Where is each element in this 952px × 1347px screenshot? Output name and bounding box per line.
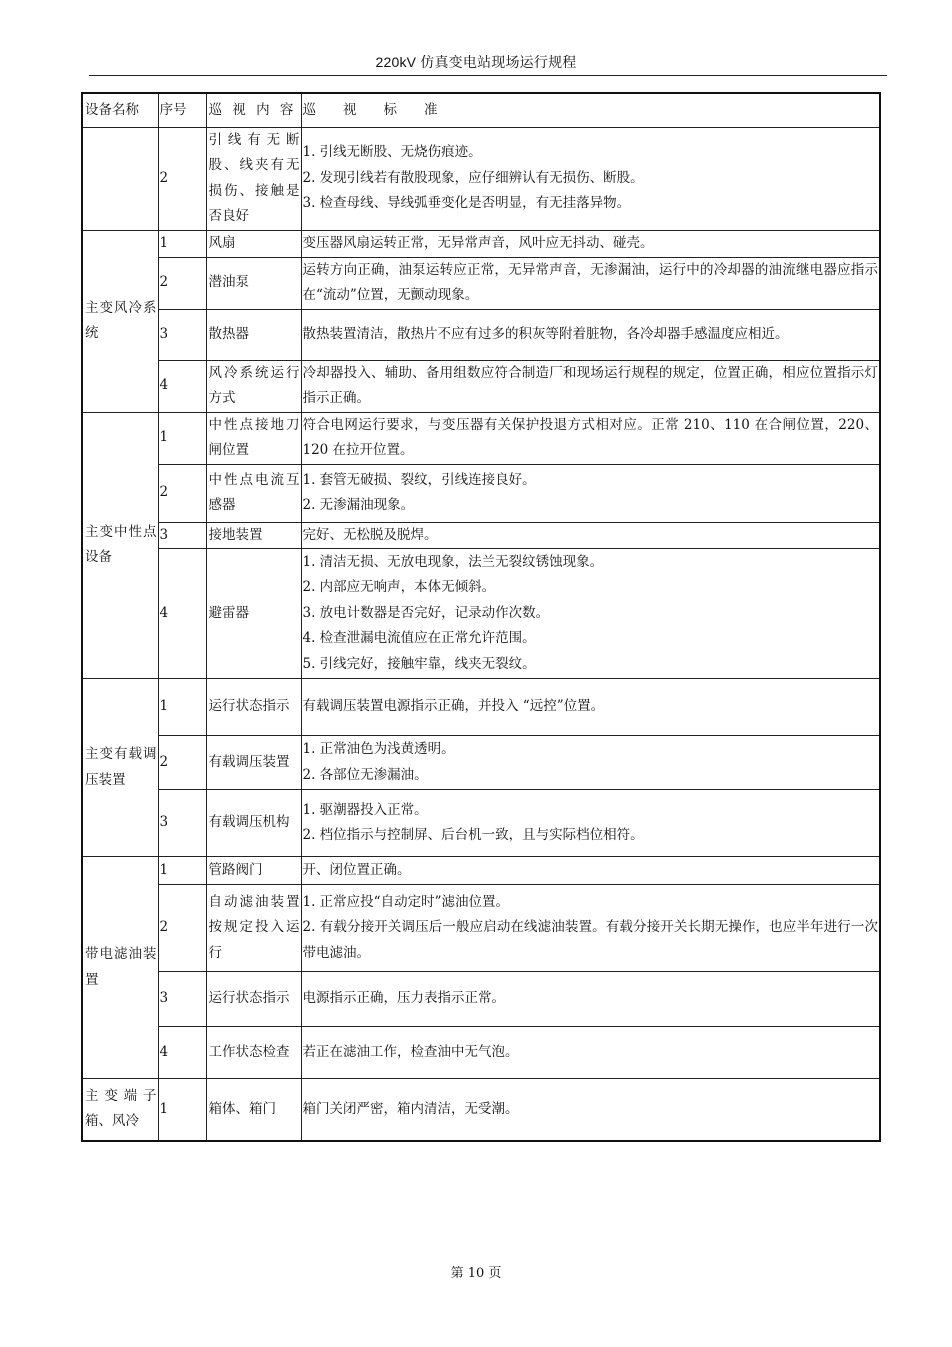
standard-line: 2. 内部应无响声，本体无倾斜。 [302,579,496,596]
standard-line: 2. 各部位无渗漏油。 [302,766,428,783]
page-number: 第 10 页 [450,1266,502,1281]
standard-cell [301,736,880,790]
standard-cell [301,972,880,1027]
standard-cell [301,309,880,360]
standard-line: 变压器风扇运转正常，无异常声音，风叶应无抖动、碰壳。 [302,234,654,251]
standard-text: 散热装置清洁，散热片不应有过多的积灰等附着脏物，各冷却器手感温度应相近。 [302,325,789,342]
header-rule [89,75,887,76]
content-cell: 引线有无断股、线夹有无损伤、接触是否良好 [206,127,301,230]
table-row [82,412,880,464]
header-device-name: 设备名称 [82,93,158,127]
standard-text: 符合电网运行要求，与变压器有关保护投退方式相对应。正常 210、110 在合闸位置，220、120 在拉开位置。 [302,416,878,458]
table-row [82,790,880,857]
table-row [82,1027,880,1079]
table-header-row [82,93,880,127]
table-row [82,549,880,679]
table-row [82,679,880,736]
table-row [82,360,880,412]
standard-cell [301,230,880,257]
content-cell: 散热器 [206,309,301,360]
standard-text: 2. 有载分接开关调压后一般应启动在线滤油装置。有载分接开关长期无操作，也应半年进行一次带电滤油。 [302,919,878,961]
standard-cell [301,464,880,522]
standard-cell [301,360,880,412]
device-name-cell: 带电滤油装置 [82,857,158,1079]
standard-cell [301,679,880,736]
seq-cell: 2 [158,127,206,230]
seq-cell: 1 [158,230,206,257]
standard-cell [301,549,880,679]
seq-cell: 2 [158,257,206,309]
content-cell: 风冷系统运行方式 [206,360,301,412]
content-cell: 中性点接地刀闸位置 [206,412,301,464]
standard-text: 运转方向正确，油泵运转应正常，无异常声音，无渗漏油，运行中的冷却器的油流继电器应指示在“流动”位置，无颤动现象。 [302,261,878,303]
seq-cell: 1 [158,412,206,464]
table-row [82,972,880,1027]
content-cell: 运行状态指示 [206,679,301,736]
standard-line: 1. 清洁无损、无放电现象，法兰无裂纹锈蚀现象。 [302,553,604,570]
page-header-title: 220kV 仿真变电站现场运行规程 [375,54,577,70]
table-row [82,522,880,549]
table-row [82,464,880,522]
standard-line: 4. 检查泄漏电流值应在正常允许范围。 [302,630,536,647]
device-name-cell: 主变有载调压装置 [82,679,158,857]
content-cell: 中性点电流互感器 [206,464,301,522]
standard-line: 1. 驱潮器投入正常。 [302,801,428,818]
table-row [82,885,880,972]
standard-line: 3. 放电计数器是否完好，记录动作次数。 [302,604,550,621]
standard-line: 1. 引线无断股、无烧伤痕迹。 [302,144,482,161]
standard-line: 完好、无松脱及脱焊。 [302,526,438,543]
standard-text: 冷却器投入、辅助、备用组数应符合制造厂和现场运行规程的规定，位置正确，相应位置指示灯指示正确。 [302,364,878,406]
content-cell: 箱体、箱门 [206,1079,301,1141]
content-cell: 风扇 [206,230,301,257]
standard-line: 1. 套管无破损、裂纹，引线连接良好。 [302,471,536,488]
standard-line: 1. 正常油色为浅黄透明。 [302,741,455,757]
seq-cell: 4 [158,360,206,412]
standard-line: 若正在滤油工作，检查油中无气泡。 [302,1043,519,1060]
seq-cell: 3 [158,790,206,857]
standard-line: 2. 无渗漏油现象。 [302,497,415,513]
seq-cell: 1 [158,679,206,736]
seq-cell: 2 [158,885,206,972]
standard-cell [301,885,880,972]
table-row [82,736,880,790]
device-name-cell: 主变中性点设备 [82,412,158,679]
content-cell: 接地装置 [206,522,301,549]
table-row [82,1079,880,1141]
device-name-cell: 主变风冷系统 [82,230,158,412]
content-cell: 有载调压装置 [206,736,301,790]
header-content: 巡 视 内 容 [206,93,301,127]
standard-cell [301,257,880,309]
standard-cell [301,412,880,464]
seq-cell: 1 [158,1079,206,1141]
content-cell: 管路阀门 [206,857,301,885]
device-name-cell: 主变端子箱、风冷 [82,1079,158,1141]
standard-cell [301,1079,880,1141]
inspection-table [81,92,881,1142]
seq-cell: 3 [158,522,206,549]
content-cell: 运行状态指示 [206,972,301,1027]
seq-cell: 2 [158,464,206,522]
table-row [82,127,880,230]
content-cell: 工作状态检查 [206,1027,301,1079]
standard-line: 箱门关闭严密，箱内清洁，无受潮。 [302,1100,519,1117]
seq-cell: 3 [158,972,206,1027]
content-cell: 有载调压机构 [206,790,301,857]
seq-cell: 4 [158,1027,206,1079]
seq-cell: 3 [158,309,206,360]
device-name-cell [82,127,158,230]
content-cell: 潜油泵 [206,257,301,309]
standard-cell [301,522,880,549]
standard-line: 2. 档位指示与控制屏、后台机一致，且与实际档位相符。 [302,827,644,843]
standard-line: 2. 发现引线若有散股现象，应仔细辨认有无损伤、断股。 [302,169,644,186]
standard-cell [301,790,880,857]
table-row [82,230,880,257]
seq-cell: 2 [158,736,206,790]
seq-cell: 1 [158,857,206,885]
header-seq: 序号 [158,93,206,127]
standard-cell [301,127,880,230]
standard-line: 开、闭位置正确。 [302,861,411,878]
standard-line: 5. 引线完好，接触牢靠，线夹无裂纹。 [302,655,536,672]
content-cell: 自动滤油装置按规定投入运行 [206,885,301,972]
header-standard: 巡 视 标 准 [301,93,880,127]
standard-line: 有载调压装置电源指示正确，并投入 “远控”位置。 [302,698,605,715]
table-row [82,309,880,360]
content-cell: 避雷器 [206,549,301,679]
standard-cell [301,857,880,885]
table-row [82,257,880,309]
seq-cell: 4 [158,549,206,679]
standard-line: 电源指示正确，压力表指示正常。 [302,990,505,1007]
standard-cell [301,1027,880,1079]
standard-line: 3. 检查母线、导线弧垂变化是否明显，有无挂落异物。 [302,195,631,212]
table-row [82,857,880,885]
standard-line: 1. 正常应投“自动定时”滤油位置。 [302,893,509,910]
